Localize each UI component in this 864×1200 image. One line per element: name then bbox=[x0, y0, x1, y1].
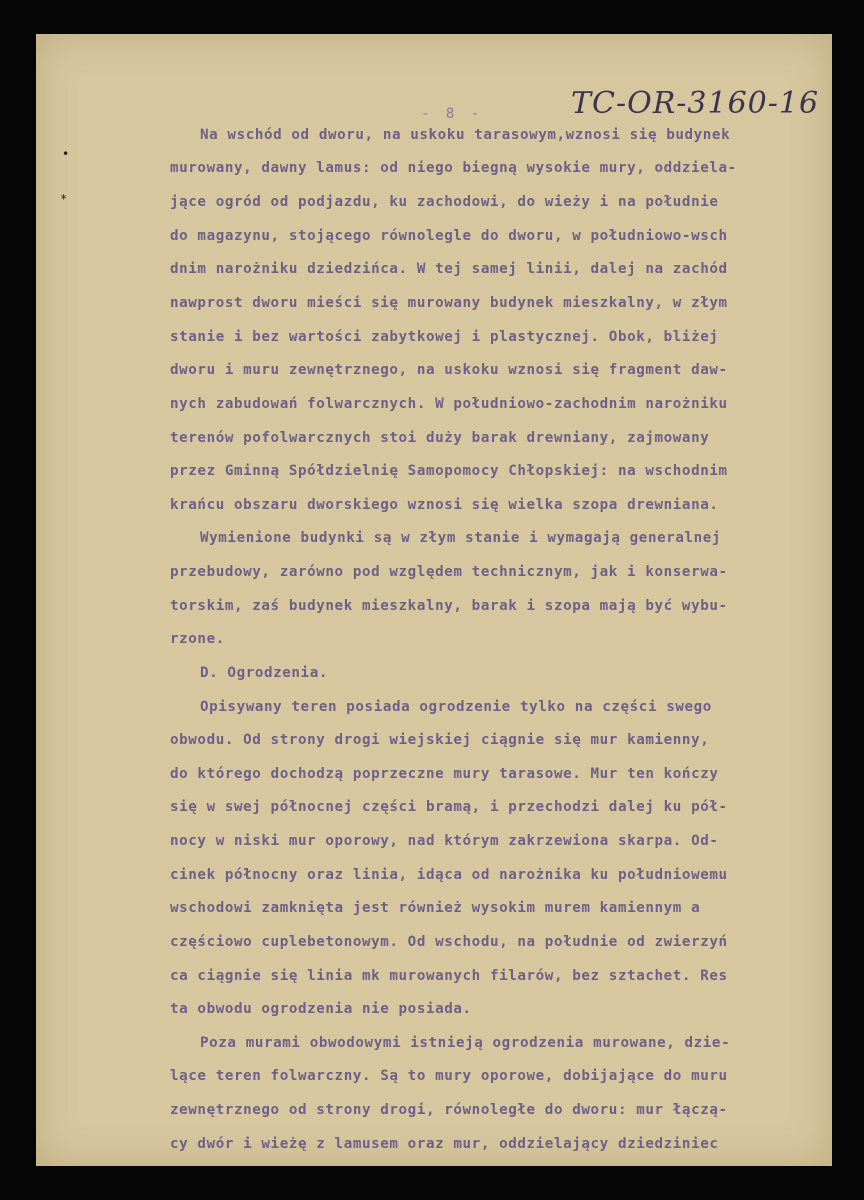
text-line: do magazynu, stojącego równolegle do dworu, w południowo-wsch bbox=[170, 228, 728, 244]
text-line: nocy w niski mur oporowy, nad którym zakrzewiona skarpa. Od- bbox=[170, 833, 719, 849]
margin-mark-1: • bbox=[62, 147, 70, 161]
text-line: Wymienione budynki są w złym stanie i wymagają generalnej bbox=[200, 530, 722, 546]
text-line: jące ogród od podjazdu, ku zachodowi, do wieży i na południe bbox=[170, 194, 719, 210]
text-line: cinek północny oraz linia, idąca od narożnika ku południowemu bbox=[170, 867, 728, 883]
text-line: obwodu. Od strony drogi wiejskiej ciągnie się mur kamienny, bbox=[170, 732, 710, 748]
text-line: Poza murami obwodowymi istnieją ogrodzenia murowane, dzie- bbox=[200, 1035, 731, 1051]
text-line: cy dwór i wieżę z lamusem oraz mur, oddzielający dziedziniec bbox=[170, 1136, 719, 1152]
text-line: torskim, zaś budynek mieszkalny, barak i szopa mają być wybu- bbox=[170, 598, 728, 614]
margin-mark-2: * bbox=[60, 192, 68, 206]
text-line: dworu i muru zewnętrznego, na uskoku wznosi się fragment daw- bbox=[170, 362, 728, 378]
archive-signature: TC-OR-3160-16 bbox=[571, 86, 820, 121]
text-line: dnim narożniku dziedzińca. W tej samej linii, dalej na zachód bbox=[170, 261, 728, 277]
text-line: terenów pofolwarcznych stoi duży barak drewniany, zajmowany bbox=[170, 430, 710, 446]
text-line: krańcu obszaru dworskiego wznosi się wielka szopa drewniana. bbox=[170, 497, 719, 513]
section-heading: D. Ogrodzenia. bbox=[200, 665, 328, 681]
text-line: Opisywany teren posiada ogrodzenie tylko na części swego bbox=[200, 699, 712, 715]
text-line: nych zabudowań folwarcznych. W południowo-zachodnim narożniku bbox=[170, 396, 728, 412]
text-line: murowany, dawny lamus: od niego biegną wysokie mury, oddziela- bbox=[170, 160, 737, 176]
text-line: stanie i bez wartości zabytkowej i plastycznej. Obok, bliżej bbox=[170, 329, 719, 345]
text-line: ca ciągnie się linia mk murowanych filarów, bez sztachet. Res bbox=[170, 968, 728, 984]
text-line: zewnętrznego od strony drogi, równoległe do dworu: mur łączą- bbox=[170, 1102, 728, 1118]
text-line: Na wschód od dworu, na uskoku tarasowym,wznosi się budynek bbox=[200, 127, 731, 143]
text-line: rzone. bbox=[170, 631, 225, 647]
text-line: lące teren folwarczny. Są to mury oporowe, dobijające do muru bbox=[170, 1068, 728, 1084]
text-line: przez Gminną Spółdzielnię Samopomocy Chłopskiej: na wschodnim bbox=[170, 463, 728, 479]
page-number-mark: - 8 - bbox=[421, 106, 484, 122]
text-line: wschodowi zamknięta jest również wysokim murem kamiennym a bbox=[170, 900, 701, 916]
text-line: ta obwodu ogrodzenia nie posiada. bbox=[170, 1001, 472, 1017]
text-line: przebudowy, zarówno pod względem technicznym, jak i konserwa- bbox=[170, 564, 728, 580]
text-line: częściowo cuplebetonowym. Od wschodu, na południe od zwierzyń bbox=[170, 934, 728, 950]
text-line: nawprost dworu mieści się murowany budynek mieszkalny, w złym bbox=[170, 295, 728, 311]
text-line: się w swej północnej części bramą, i przechodzi dalej ku pół- bbox=[170, 799, 728, 815]
text-line: do którego dochodzą poprzeczne mury tarasowe. Mur ten kończy bbox=[170, 766, 719, 782]
